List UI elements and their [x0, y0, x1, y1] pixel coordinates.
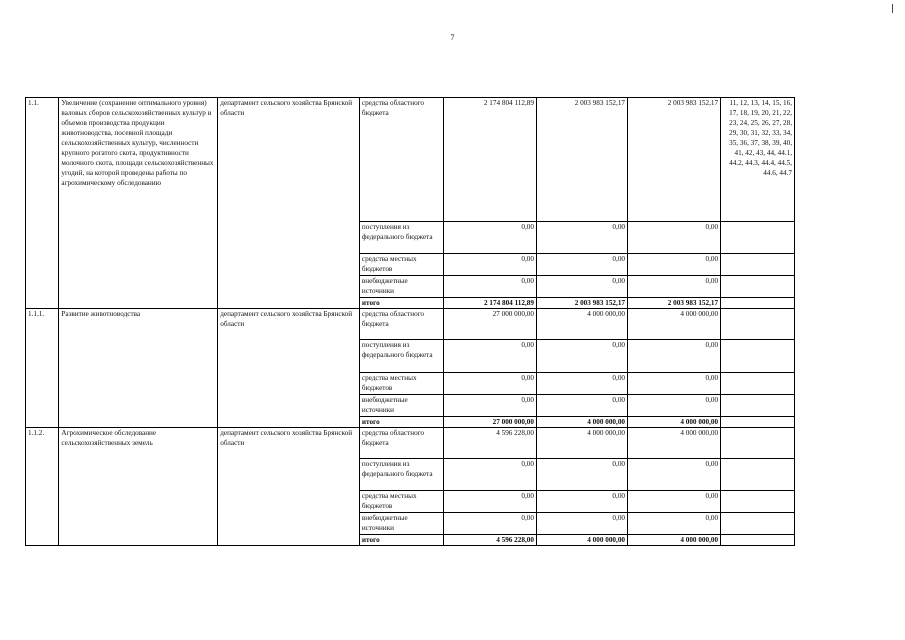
amount-v1: 0,00	[443, 459, 536, 491]
amount-v2: 0,00	[536, 513, 627, 535]
indicator-refs	[721, 373, 795, 395]
measure-name: Агрохимическое обследование сельскохозяйственных земель	[59, 428, 218, 546]
amount-v1: 0,00	[443, 373, 536, 395]
funding-source: внебюджетные источники	[359, 395, 443, 417]
amount-v2: 0,00	[536, 222, 627, 254]
table-row	[26, 98, 795, 222]
row-code: 1.1.2.	[26, 428, 59, 546]
amount-v3: 0,00	[628, 513, 721, 535]
amount-v3: 4 000 000,00	[628, 428, 721, 459]
amount-v2: 4 000 000,00	[536, 535, 627, 546]
amount-v2: 0,00	[536, 459, 627, 491]
amount-v1: 0,00	[443, 222, 536, 254]
funding-source: поступления из федерального бюджета	[359, 459, 443, 491]
amount-v2: 0,00	[536, 395, 627, 417]
indicator-refs	[721, 417, 795, 428]
amount-v1: 27 000 000,00	[443, 417, 536, 428]
executor: департамент сельского хозяйства Брянской области	[218, 428, 360, 546]
funding-source: средства областного бюджета	[359, 428, 443, 459]
amount-v3: 4 000 000,00	[628, 535, 721, 546]
amount-v2: 0,00	[536, 340, 627, 373]
amount-v1: 0,00	[443, 276, 536, 298]
amount-v2: 0,00	[536, 276, 627, 298]
amount-v3: 0,00	[628, 459, 721, 491]
indicator-refs	[721, 298, 795, 309]
funding-source: внебюджетные источники	[359, 513, 443, 535]
amount-v2: 4 000 000,00	[536, 428, 627, 459]
amount-v2: 4 000 000,00	[536, 417, 627, 428]
table-row	[26, 428, 795, 459]
row-code: 1.1.1.	[26, 309, 59, 428]
amount-v2: 2 003 983 152,17	[536, 98, 627, 222]
budget-table-body	[26, 98, 795, 546]
amount-v1: 2 174 804 112,89	[443, 298, 536, 309]
amount-v2: 0,00	[536, 254, 627, 276]
table-row	[26, 309, 795, 340]
amount-v1: 0,00	[443, 513, 536, 535]
amount-v1: 0,00	[443, 340, 536, 373]
amount-v2: 0,00	[536, 491, 627, 513]
amount-v2: 2 003 983 152,17	[536, 298, 627, 309]
amount-v3: 4 000 000,00	[628, 417, 721, 428]
amount-v3: 0,00	[628, 491, 721, 513]
indicator-refs	[721, 276, 795, 298]
indicator-refs	[721, 340, 795, 373]
amount-v1: 0,00	[443, 491, 536, 513]
indicator-refs	[721, 535, 795, 546]
funding-source: внебюджетные источники	[359, 276, 443, 298]
funding-source: средства местных бюджетов	[359, 254, 443, 276]
amount-v2: 4 000 000,00	[536, 309, 627, 340]
amount-v3: 2 003 983 152,17	[628, 98, 721, 222]
funding-source: средства областного бюджета	[359, 98, 443, 222]
indicator-refs	[721, 513, 795, 535]
amount-v3: 0,00	[628, 254, 721, 276]
funding-source: средства областного бюджета	[359, 309, 443, 340]
amount-v3: 2 003 983 152,17	[628, 298, 721, 309]
funding-source: поступления из федерального бюджета	[359, 340, 443, 373]
amount-v3: 0,00	[628, 373, 721, 395]
amount-v3: 4 000 000,00	[628, 309, 721, 340]
amount-v1: 0,00	[443, 254, 536, 276]
measure-name: Развитие животноводства	[59, 309, 218, 428]
funding-source: итого	[359, 535, 443, 546]
amount-v3: 0,00	[628, 340, 721, 373]
amount-v3: 0,00	[628, 395, 721, 417]
amount-v2: 0,00	[536, 373, 627, 395]
indicator-refs	[721, 459, 795, 491]
funding-source: средства местных бюджетов	[359, 373, 443, 395]
amount-v1: 27 000 000,00	[443, 309, 536, 340]
amount-v3: 0,00	[628, 276, 721, 298]
funding-source: средства местных бюджетов	[359, 491, 443, 513]
scan-edge-mark	[892, 4, 893, 13]
executor: департамент сельского хозяйства Брянской области	[218, 309, 360, 428]
funding-source: поступления из федерального бюджета	[359, 222, 443, 254]
funding-source: итого	[359, 298, 443, 309]
amount-v1: 4 596 228,00	[443, 535, 536, 546]
budget-table	[25, 97, 795, 546]
indicator-refs: 11, 12, 13, 14, 15, 16, 17, 18, 19, 20, 21, 22, 23, 24, 25, 26, 27, 28, 29, 30, 31, 32, 33, 34, 35, 36, 37, 38, 39, 40, 41, 42, 43, 44, 44.1, 44.2, 44.3, 44.4, 44.5, 44.6, 44.7	[721, 98, 795, 222]
amount-v1: 4 596 228,00	[443, 428, 536, 459]
indicator-refs	[721, 222, 795, 254]
measure-name: Увеличение (сохранение оптимального уровня) валовых сборов сельскохозяйственных культур и объемов производства продукции животноводства, посевной площади сельскохозяйственных культур, численности крупного рогатого скота, продуктивности молочного скота, площади сельскохозяйственных угодий, на которой проведены работы по агрохимическому обследованию	[59, 98, 218, 309]
funding-source: итого	[359, 417, 443, 428]
amount-v1: 0,00	[443, 395, 536, 417]
executor: департамент сельского хозяйства Брянской области	[218, 98, 360, 309]
indicator-refs	[721, 395, 795, 417]
indicator-refs	[721, 309, 795, 340]
row-code: 1.1.	[26, 98, 59, 309]
indicator-refs	[721, 428, 795, 459]
amount-v3: 0,00	[628, 222, 721, 254]
amount-v1: 2 174 804 112,89	[443, 98, 536, 222]
page-number: 7	[450, 33, 455, 42]
indicator-refs	[721, 254, 795, 276]
indicator-refs	[721, 491, 795, 513]
